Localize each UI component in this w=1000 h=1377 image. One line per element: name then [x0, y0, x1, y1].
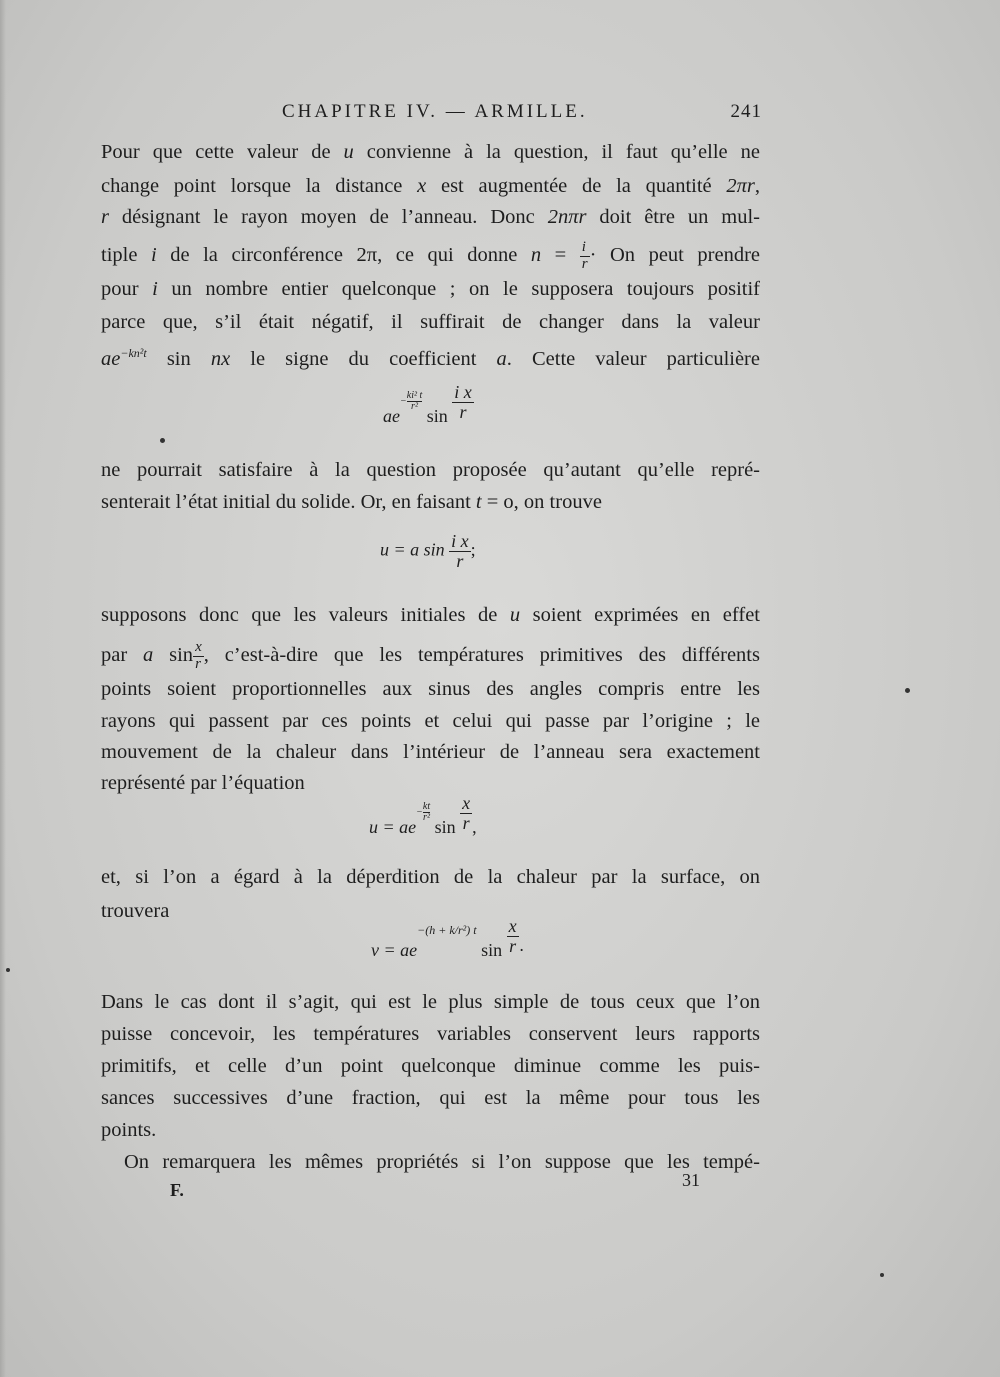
fraction-denominator: r	[456, 550, 464, 571]
fraction	[580, 240, 590, 273]
math-op: =	[541, 244, 580, 266]
page-number: 241	[730, 101, 762, 122]
text-run: · On peut prendre	[589, 244, 760, 266]
fraction	[452, 383, 474, 422]
math-var: r	[101, 206, 109, 228]
sin-function: sin	[481, 939, 503, 960]
text-run: supposons donc que les valeurs initiales de	[101, 604, 510, 626]
text-line: mouvement de la chaleur dans l’intérieur de l’anneau sera exactement	[101, 741, 760, 763]
fraction-numerator: i x	[454, 382, 472, 402]
signature-mark: F.	[170, 1180, 184, 1200]
sin-function: sin	[426, 405, 448, 426]
page-edge-shadow	[0, 0, 6, 1377]
text-run: est augmentée de la quantité	[426, 175, 727, 197]
text-run: de la circonférence	[156, 244, 357, 266]
text-run: senterait l’état initial du solide. Or, en faisant	[101, 491, 476, 513]
fraction	[460, 794, 472, 833]
chapter-title: CHAPITRE IV. — ARMILLE.	[282, 101, 588, 122]
text-line: puisse concevoir, les températures variables conservent leurs rapports	[101, 1023, 760, 1045]
text-run: doit être un mul-	[586, 206, 760, 228]
exponent-denominator: r²	[423, 812, 430, 824]
text-line	[101, 137, 760, 167]
exponent-fraction: − $\frac{\text{ki² t}}{\text{r²}}$	[400, 390, 423, 413]
text-run: convienne à la question, il faut qu’elle ne	[353, 141, 760, 163]
text-run: Pour que cette valeur de	[101, 141, 344, 163]
equation-4	[371, 917, 525, 961]
text-run: le signe du coefficient	[230, 347, 497, 370]
text-run: un nombre entier quelconque ; on le supposera toujours positif	[157, 278, 761, 300]
text-run: sin	[153, 644, 194, 666]
fraction-denominator: r	[459, 401, 467, 422]
text-line: et, si l’on a égard à la déperdition de la chaleur par la surface, on	[101, 866, 760, 888]
math-var: i	[150, 244, 157, 266]
ink-speck	[160, 438, 165, 443]
ink-speck	[6, 968, 10, 972]
fraction	[449, 532, 471, 571]
fraction-denominator: r	[195, 655, 201, 672]
fraction-denominator: r	[581, 255, 588, 272]
equation-2	[380, 532, 476, 571]
text-line: représenté par l’équation	[101, 772, 305, 794]
text-line: primitifs, et celle d’un point quelconque diminue comme les puis-	[101, 1055, 760, 1077]
math-expr: 2nπr	[547, 206, 587, 228]
exponent-numerator: ki² t	[406, 390, 423, 402]
text-line: points.	[101, 1119, 157, 1141]
fraction-numerator: x	[195, 639, 202, 656]
math-var: n	[530, 244, 542, 266]
ink-speck	[905, 688, 910, 693]
exponent-denominator: r²	[411, 401, 418, 413]
text-run: change point lorsque la distance	[101, 175, 418, 197]
text-run: , c’est-à-dire que les températures primitives des différents	[203, 644, 760, 666]
math-expr: nx	[210, 347, 231, 370]
sheet-number: 31	[682, 1170, 700, 1190]
text-line	[101, 600, 760, 630]
text-line: sances successives d’une fraction, qui est la même pour tous les	[101, 1087, 760, 1109]
exponent: −kn²t	[120, 346, 147, 360]
punctuation: ;	[470, 539, 476, 560]
fraction	[193, 640, 204, 673]
exponent-fraction: − $\frac{kt}{\text{r²}}$	[416, 801, 431, 824]
text-line	[101, 640, 760, 670]
math-var: u	[509, 604, 521, 626]
running-header	[282, 101, 762, 127]
text-run: = o, on trouve	[481, 491, 602, 513]
text-run: . Cette valeur particulière	[506, 347, 760, 370]
math-var: i	[152, 278, 158, 300]
ink-speck	[880, 1273, 884, 1277]
math-var: x	[417, 175, 427, 197]
text-line: parce que, s’il était négatif, il suffirait de changer dans la valeur	[101, 311, 760, 333]
fraction-numerator: x	[462, 793, 471, 813]
text-run: soient exprimées en effet	[520, 604, 760, 626]
fraction-numerator: x	[508, 916, 517, 936]
text-line	[101, 171, 760, 201]
fraction-denominator: r	[462, 812, 470, 833]
text-line: ne pourrait satisfaire à la question proposée qu’autant qu’elle repré-	[101, 459, 760, 481]
math-var: u	[343, 141, 354, 163]
math-var: a	[143, 644, 154, 666]
text-run: sin	[146, 347, 211, 370]
fraction-denominator: r	[509, 935, 517, 956]
punctuation: ,	[472, 816, 477, 837]
math-expr: 2πr	[726, 175, 755, 197]
math-expr: ae	[383, 405, 400, 426]
text-line: On remarquera les mêmes propriétés si l’on suppose que les tempé-	[124, 1151, 760, 1173]
math-expr: v = ae	[371, 939, 418, 960]
text-line	[101, 487, 760, 517]
exponent-numerator: kt	[422, 801, 431, 813]
equation-1	[383, 383, 474, 427]
fraction-numerator: i	[580, 240, 590, 257]
text-line: trouvera	[101, 900, 170, 922]
fraction	[507, 917, 519, 956]
text-run: pour	[101, 278, 153, 300]
text-line	[101, 274, 760, 304]
text-line	[101, 202, 760, 232]
text-run: , ce qui donne	[377, 244, 531, 266]
math-expr: u = a sin	[380, 539, 445, 560]
math-expr: ae	[101, 347, 121, 370]
text-line	[101, 240, 760, 270]
text-line	[101, 338, 760, 368]
text-run: tiple	[101, 244, 151, 266]
math-expr: 2π	[356, 244, 378, 266]
text-line: points soient proportionnelles aux sinus des angles compris entre les	[101, 678, 760, 700]
math-expr: u = ae	[369, 816, 417, 837]
page-footer	[170, 1170, 700, 1198]
math-var: a	[496, 347, 507, 370]
sin-function: sin	[434, 816, 456, 837]
text-line: rayons qui passent par ces points et celui qui passe par l’origine ; le	[101, 710, 760, 732]
text-run: par	[101, 644, 144, 666]
exponent: −(h + k/r²) t	[417, 922, 477, 937]
equation-3	[369, 794, 477, 838]
text-run: désignant le rayon moyen de l’anneau. Donc	[108, 206, 548, 228]
text-run: ,	[754, 175, 760, 197]
text-line: Dans le cas dont il s’agit, qui est le plus simple de tous ceux que l’on	[101, 991, 760, 1013]
fraction-numerator: i x	[451, 531, 469, 551]
punctuation: ·	[518, 939, 525, 960]
math-var: t	[475, 491, 482, 513]
